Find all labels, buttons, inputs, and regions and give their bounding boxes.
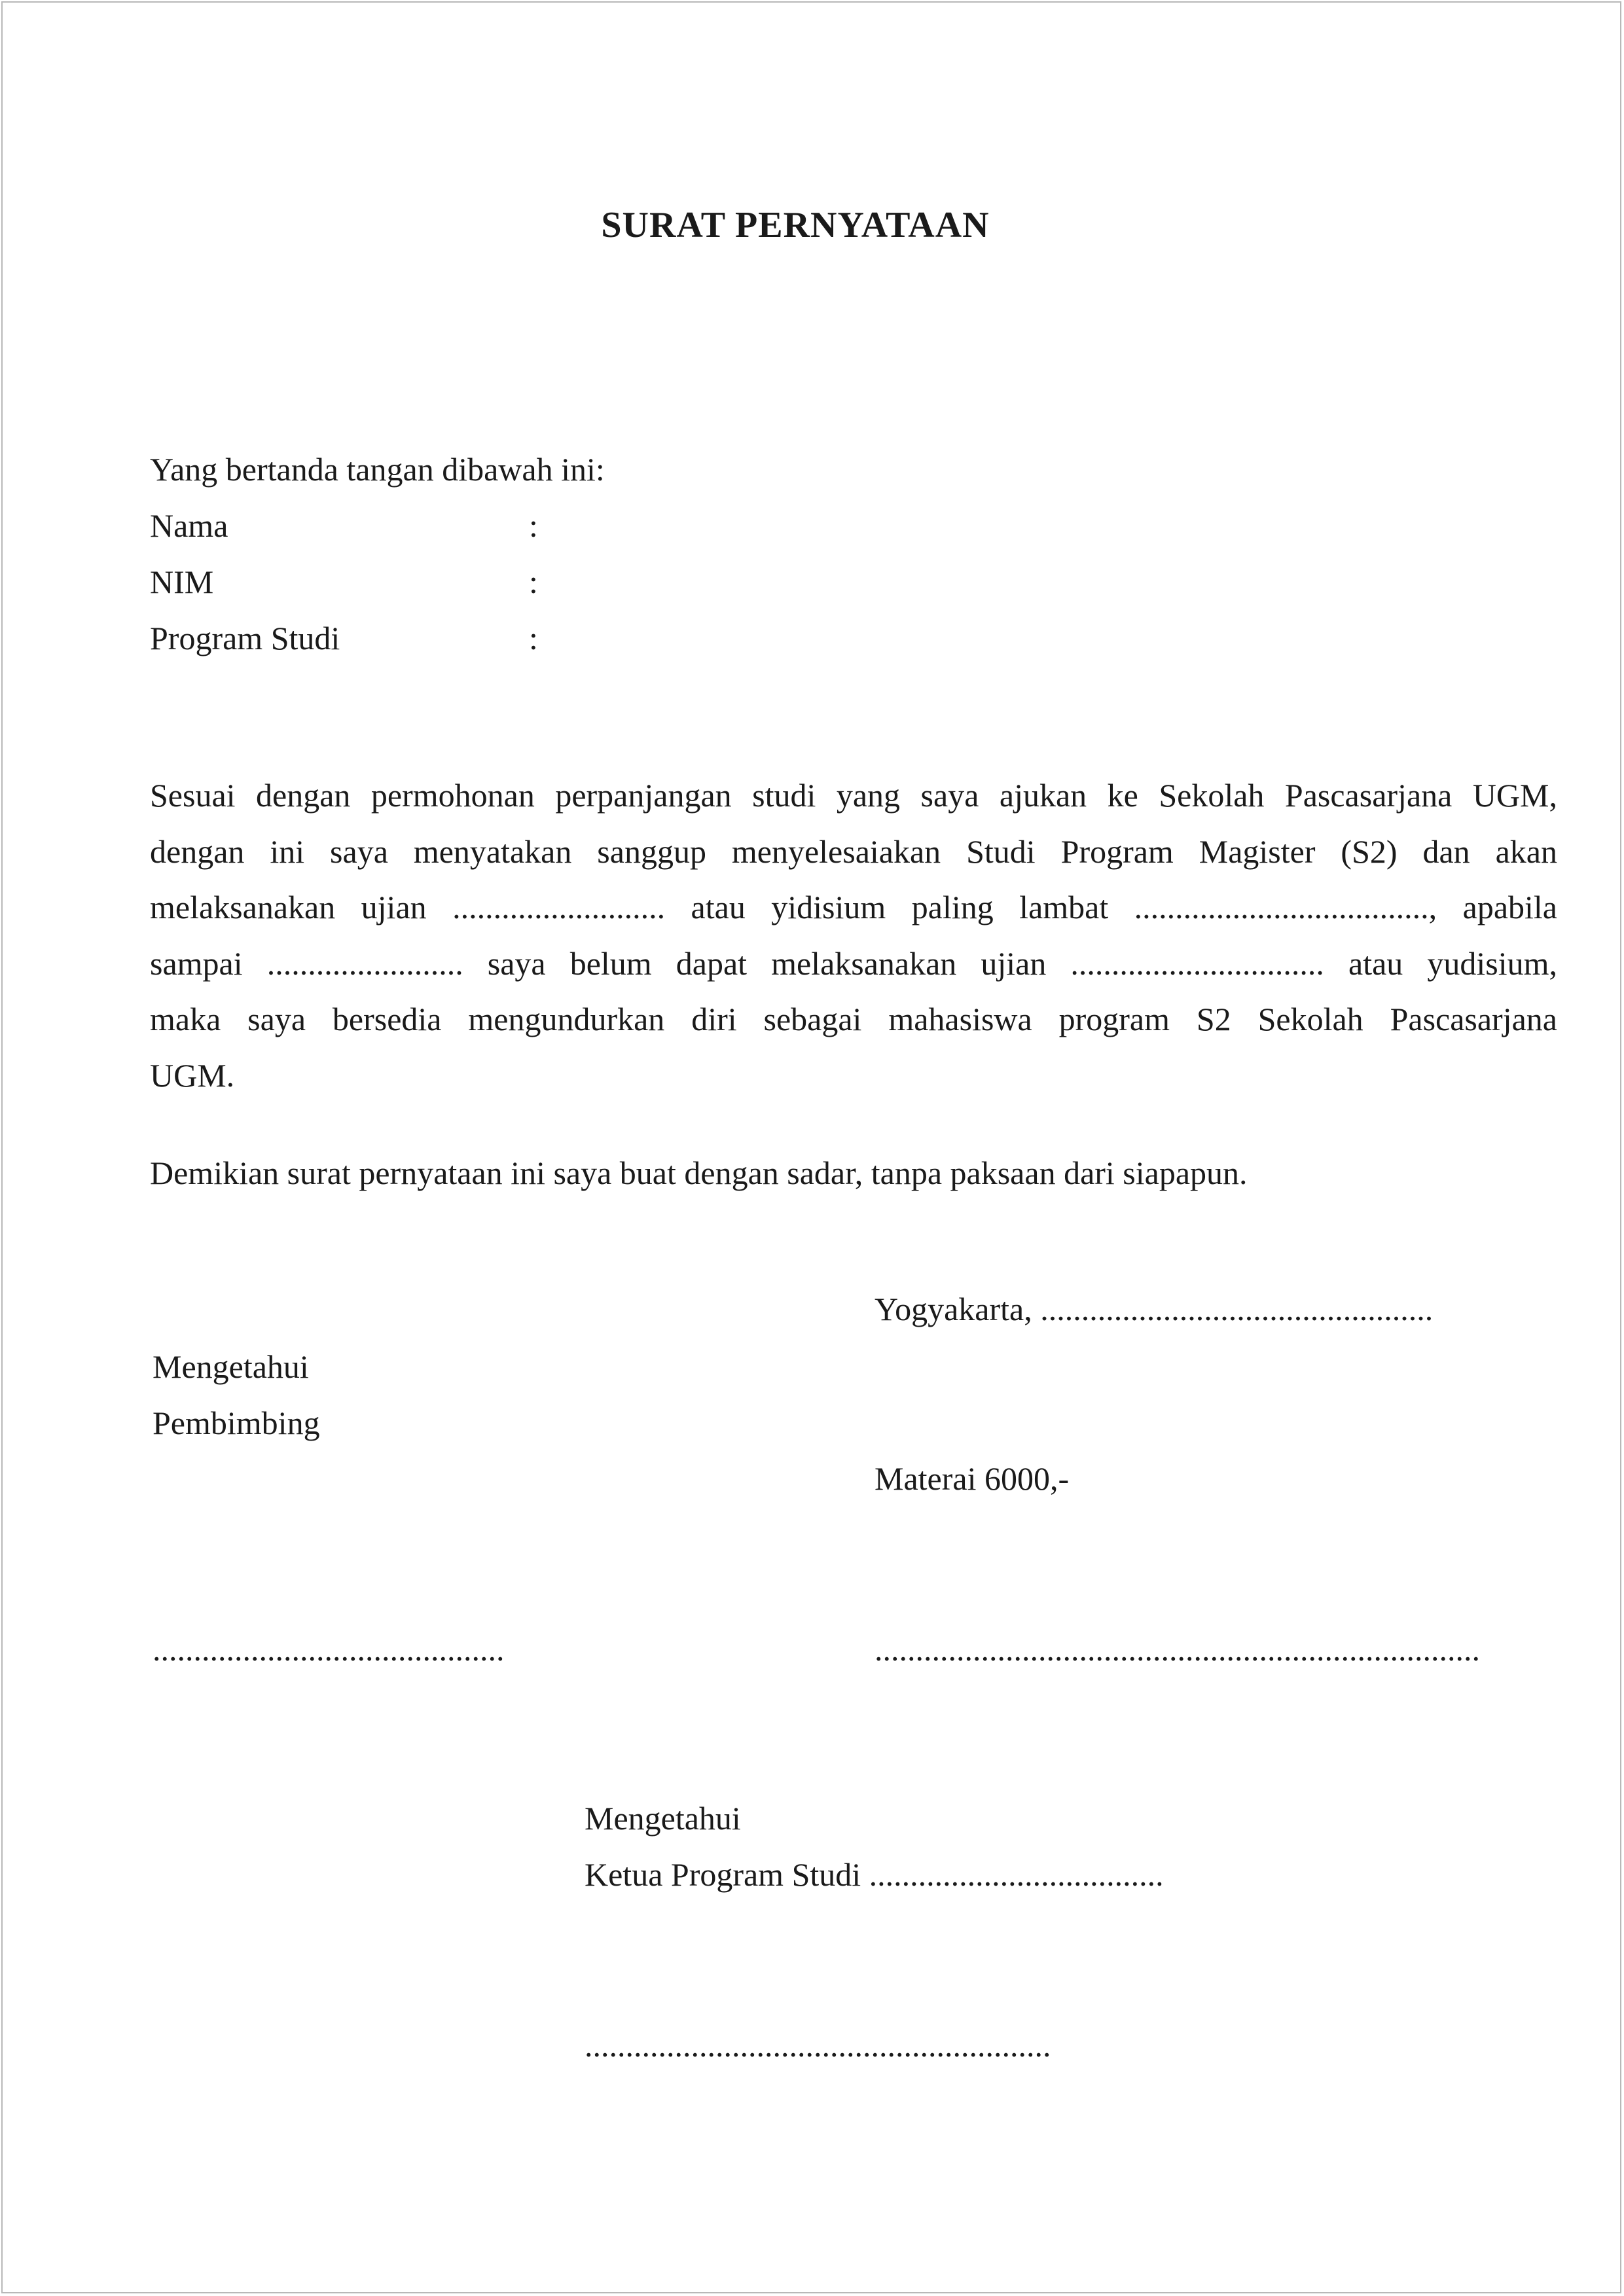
signature-line-student: .......................................................................... bbox=[875, 1631, 1480, 1668]
field-label-nama: Nama bbox=[150, 507, 228, 544]
field-colon-program-studi: : bbox=[529, 620, 538, 656]
statement-line: maka saya bersedia mengundurkan diri sebagai mahasiswa program S2 Sekolah Pascasarjana bbox=[150, 1001, 1557, 1037]
statement-line: sampai ........................ saya belum dapat melaksanakan ujian ............................... atau yudisium, bbox=[150, 944, 1557, 982]
stamp-duty-note: Materai 6000,- bbox=[875, 1460, 1070, 1497]
signature-line-supervisor: ........................................... bbox=[153, 1631, 505, 1668]
statement-line: Sesuai dengan permohonan perpanjangan studi yang saya ajukan ke Sekolah Pascasarjana UGM, bbox=[150, 777, 1557, 814]
closing-paragraph: Demikian surat pernyataan ini saya buat dengan sadar, tanpa paksaan dari siapapun. bbox=[150, 1155, 1248, 1191]
field-colon-nim: : bbox=[529, 564, 538, 600]
statement-line: UGM. bbox=[150, 1056, 235, 1094]
statement-paragraph bbox=[150, 768, 1557, 1103]
field-label-nim: NIM bbox=[150, 564, 214, 600]
ack-label-left: Mengetahui bbox=[153, 1348, 309, 1385]
document-title: SURAT PERNYATAAN bbox=[601, 205, 990, 245]
ack-role-supervisor: Pembimbing bbox=[153, 1405, 320, 1441]
ack-label-bottom: Mengetahui bbox=[585, 1800, 741, 1837]
ack-role-program-head: Ketua Program Studi .................................... bbox=[585, 1856, 1164, 1893]
statement-line: dengan ini saya menyatakan sanggup menyelesaiakan Studi Program Magister (S2) dan akan bbox=[150, 833, 1557, 870]
statement-line: melaksanakan ujian .......................... atau yidisium paling lambat ...................................., apabila bbox=[150, 889, 1557, 925]
field-label-program-studi: Program Studi bbox=[150, 620, 340, 656]
place-date-line: Yogyakarta, ................................................ bbox=[875, 1291, 1434, 1327]
signature-line-program-head: ......................................................... bbox=[585, 2027, 1051, 2064]
intro-text: Yang bertanda tangan dibawah ini: bbox=[150, 451, 605, 488]
field-colon-nama: : bbox=[529, 507, 538, 544]
